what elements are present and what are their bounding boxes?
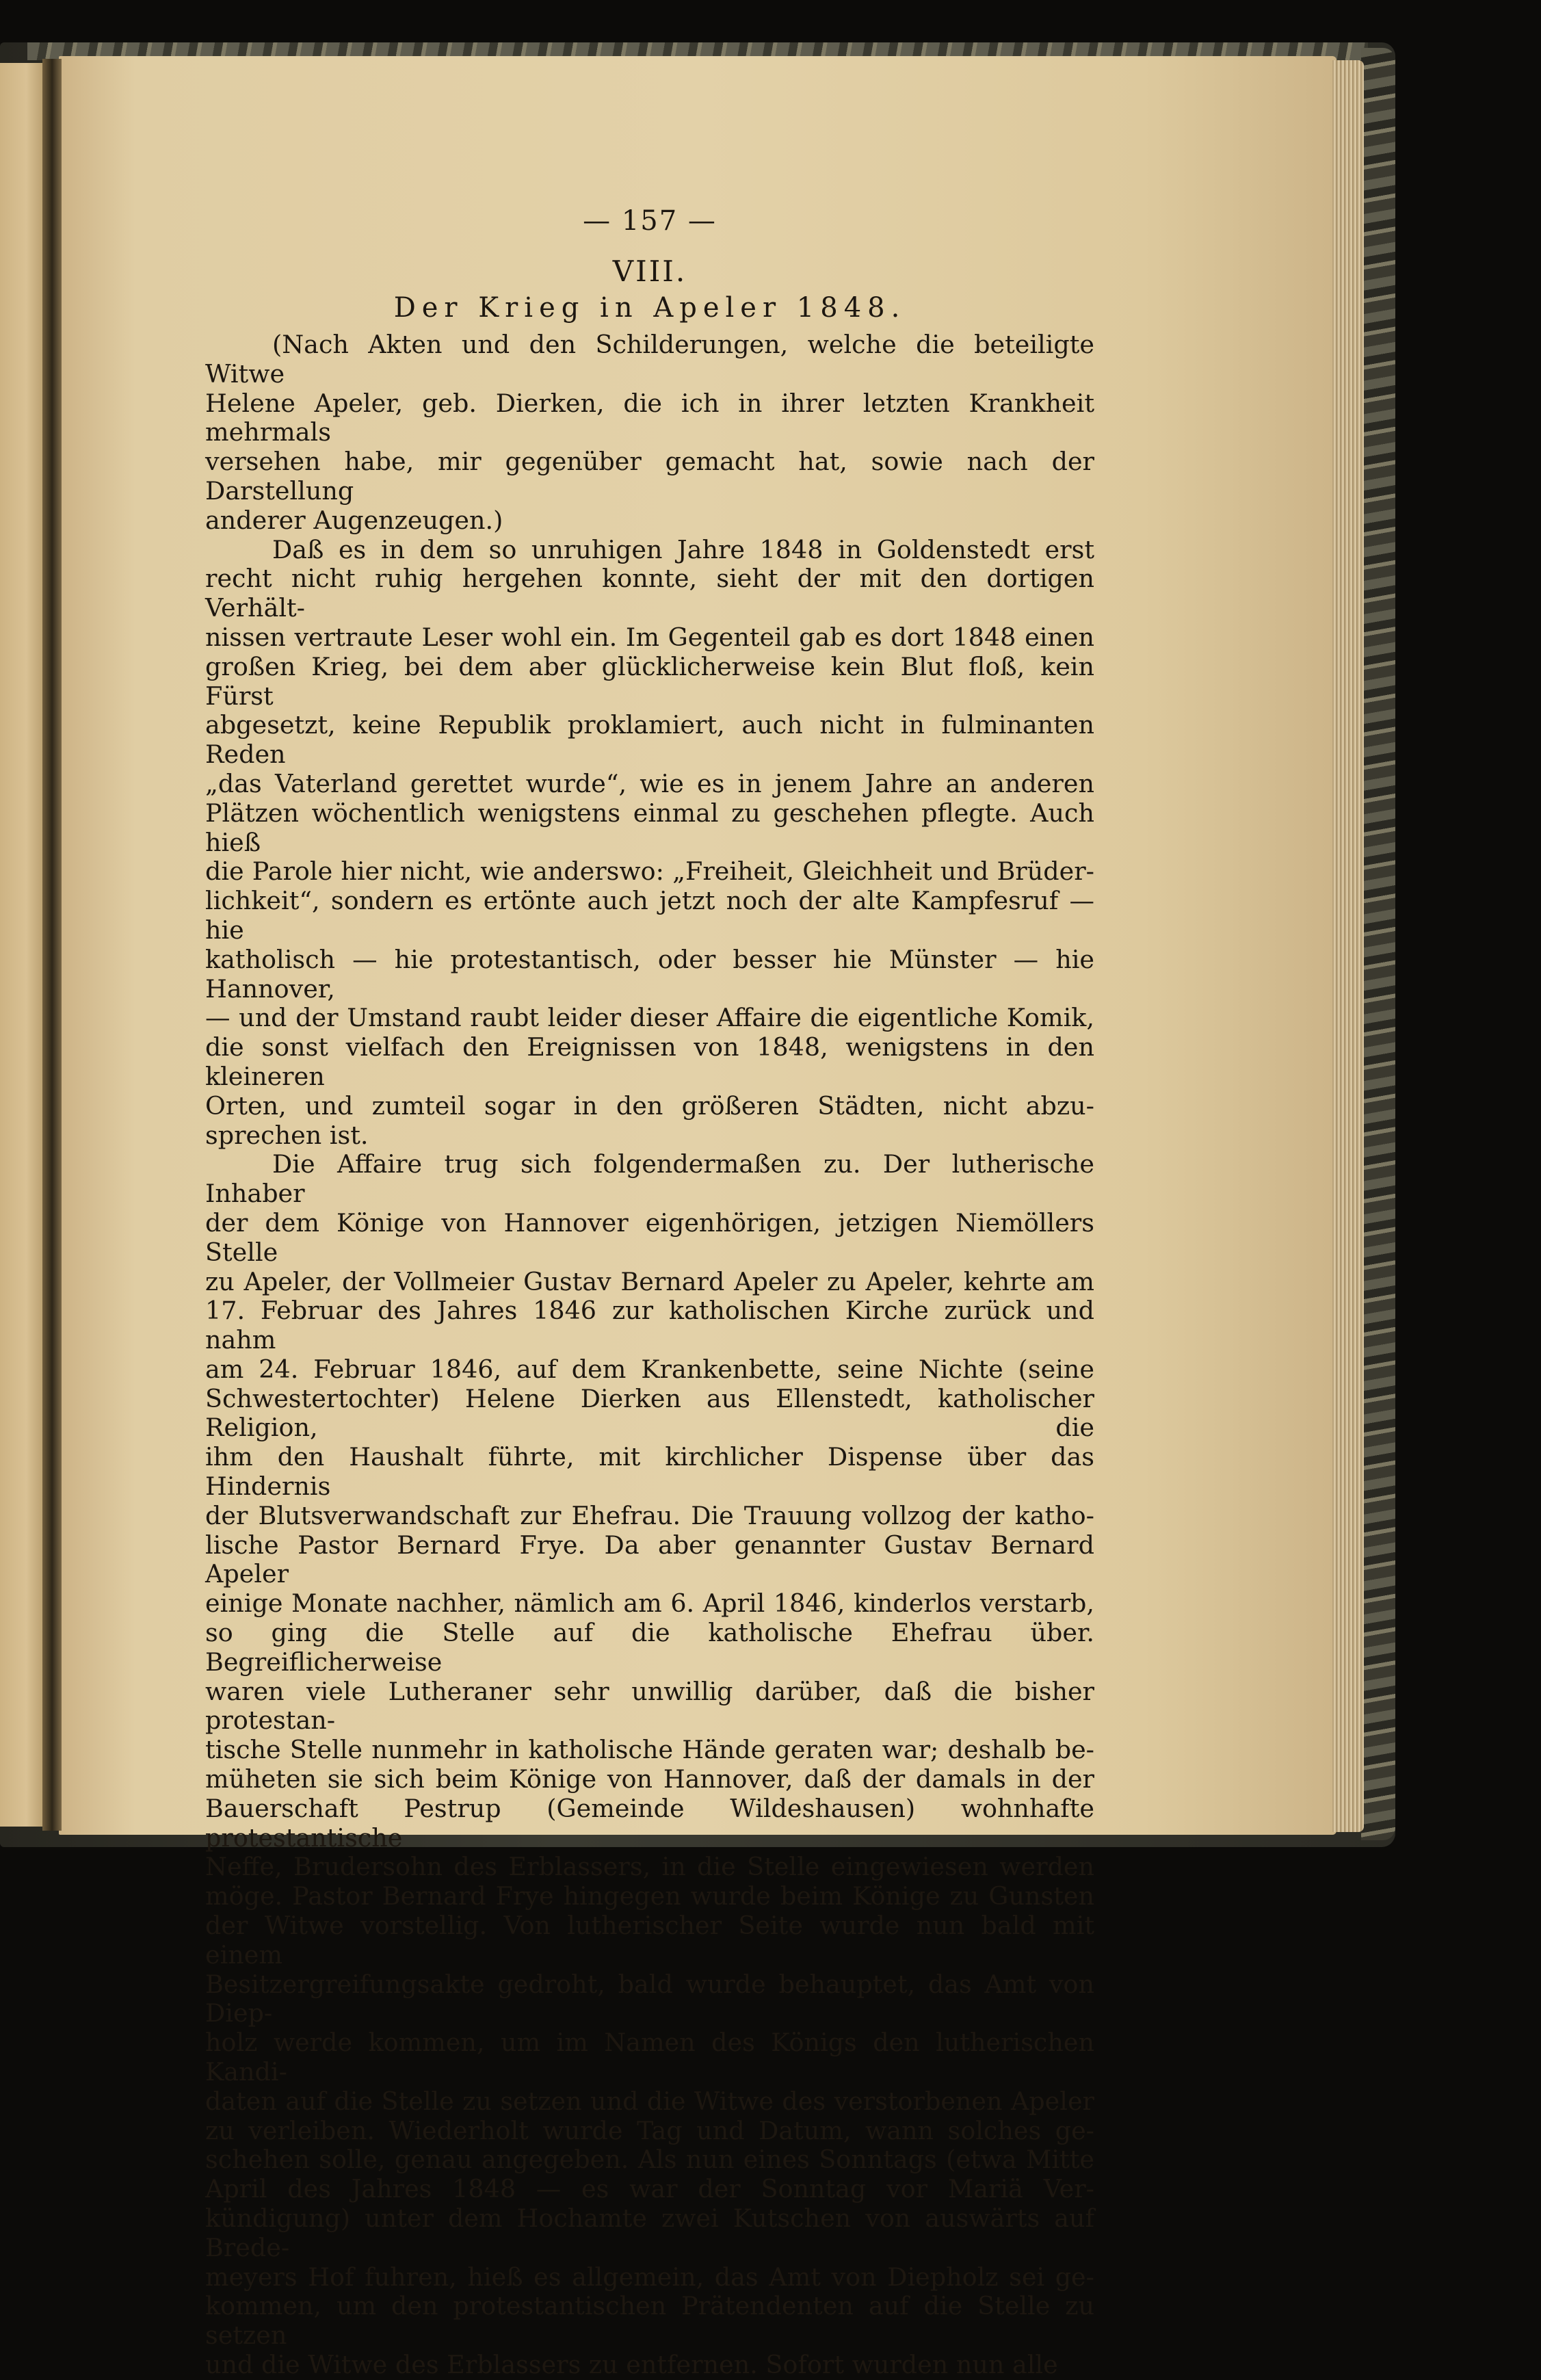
text-line: einige Monate nachher, nämlich am 6. April 1846, kinderlos verstarb, [205, 1588, 1094, 1619]
text-line: Helene Apeler, geb. Dierken, die ich in ihrer letzten Krankheit mehrmals [205, 388, 1094, 447]
text-line: (Nach Akten und den Schilderungen, welche die beteiligte Witwe [205, 330, 1094, 389]
text-line: tische Stelle nunmehr in katholische Hände geraten war; deshalb be- [205, 1735, 1094, 1765]
text-line: holz werde kommen, um im Namen des Königs den lutherischen Kandi- [205, 2028, 1094, 2087]
text-line: Daß es in dem so unruhigen Jahre 1848 in Goldenstedt erst [272, 534, 1094, 564]
paragraph [205, 536, 1094, 1151]
text-line: am 24. Februar 1846, auf dem Krankenbette, seine Nichte (seine [205, 1354, 1094, 1384]
text-line: die sonst vielfach den Ereignissen von 1848, wenigstens in den kleineren [205, 1032, 1094, 1091]
text-line: waren viele Lutheraner sehr unwillig darüber, daß die bisher protestan- [205, 1676, 1094, 1736]
text-line: so ging die Stelle auf die katholische Ehefrau über. Begreiflicherweise [205, 1618, 1094, 1677]
chapter-title: Der Krieg in Apeler 1848. [393, 292, 906, 324]
text-line: daten auf die Stelle zu setzen und die Witwe des verstorbenen Apeler [205, 2086, 1094, 2116]
text-line: die Parole hier nicht, wie anderswo: „Freiheit, Gleichheit und Brüder- [205, 856, 1094, 887]
text-line: Neffe, Brudersohn des Erblassers, in die Stelle eingewiesen werden [205, 1852, 1094, 1882]
text-line: meyers Hof fuhren, hieß es allgemein, das Amt von Diepholz sei ge- [205, 2262, 1094, 2292]
cover-marbling-edge [1361, 48, 1395, 1840]
text-line: ihm den Haushalt führte, mit kirchlicher Dispense über das Hindernis [205, 1442, 1094, 1502]
paragraph [205, 1150, 1094, 2379]
book-gutter [42, 59, 62, 1831]
text-line: Orten, und zumteil sogar in den größeren Städten, nicht abzu- [205, 1090, 1094, 1121]
text-line: nissen vertraute Leser wohl ein. Im Gegenteil gab es dort 1848 einen [205, 622, 1094, 652]
text-line: Plätzen wöchentlich wenigstens einmal zu geschehen pflegte. Auch hieß [205, 798, 1094, 857]
text-line: „das Vaterland gerettet wurde“, wie es in jenem Jahre an anderen [205, 768, 1094, 798]
text-line: zu verleiben. Wiederholt wurde Tag und Datum, wann solches ge- [205, 2115, 1094, 2145]
paragraph [205, 330, 1094, 536]
text-line: der Blutsverwandschaft zur Ehefrau. Die Trauung vollzog der katho- [205, 1500, 1094, 1530]
page-stack-edges [1332, 60, 1364, 1832]
text-line: zu Apeler, der Vollmeier Gustav Bernard Apeler zu Apeler, kehrte am [205, 1266, 1094, 1296]
text-line: lichkeit“, sondern es ertönte auch jetzt noch der alte Kampfesruf — hie [205, 886, 1094, 945]
page-number: — 157 — [583, 205, 717, 237]
text-line: großen Krieg, bei dem aber glücklicherweise kein Blut floß, kein Fürst [205, 651, 1094, 711]
text-line: müheten sie sich beim Könige von Hannover, daß der damals in der [205, 1764, 1094, 1794]
text-line: schehen solle, genau angegeben. Als nun eines Sonntags (etwa Mitte [205, 2145, 1094, 2175]
text-line: versehen habe, mir gegenüber gemacht hat, sowie nach der Darstellung [205, 447, 1094, 506]
text-line: anderer Augenzeugen.) [205, 505, 503, 535]
text-line: abgesetzt, keine Republik proklamiert, auch nicht in fulminanten Reden [205, 710, 1094, 770]
text-line: lische Pastor Bernard Frye. Da aber genannter Gustav Bernard Apeler [205, 1530, 1094, 1589]
body-text [205, 330, 1094, 2380]
text-block [205, 205, 1094, 2380]
text-line: Bauerschaft Pestrup (Gemeinde Wildeshausen) wohnhafte protestantische [205, 1793, 1094, 1853]
text-line: Besitzergreifungsakte gedroht, bald wurde behauptet, das Amt von Diep- [205, 1969, 1094, 2028]
text-line: und die Witwe des Erblassers zu entfernen. Sofort wurden nun alle [205, 2349, 1058, 2379]
text-line: kommen, um den protestantischen Prätendenten auf die Stelle zu setzen [205, 2291, 1094, 2351]
text-line: — und der Umstand raubt leider dieser Affaire die eigentliche Komik, [205, 1003, 1094, 1033]
text-line: katholisch — hie protestantisch, oder besser hie Münster — hie Hannover, [205, 944, 1094, 1004]
left-page-edge [0, 63, 48, 1827]
text-line: April des Jahres 1848 — es war der Sonntag vor Mariä Ver- [205, 2174, 1094, 2204]
text-line: sprechen ist. [205, 1120, 369, 1150]
chapter-number: VIII. [612, 254, 687, 288]
text-line: kündigung) unter dem Hochamte zwei Kutschen von auswärts auf Brede- [205, 2204, 1094, 2262]
text-line: Schwestertochter) Helene Dierken aus Ellenstedt, katholischer Religion, die [205, 1383, 1094, 1443]
text-line: recht nicht ruhig hergehen konnte, sieht der mit den dortigen Verhält- [205, 564, 1094, 623]
text-line: der Witwe vorstellig. Von lutherischer Seite wurde nun bald mit einem [205, 1911, 1094, 1970]
text-line: Die Affaire trug sich folgendermaßen zu. Der lutherische Inhaber [205, 1149, 1094, 1209]
text-line: möge. Pastor Bernard Frye hingegen wurde beim Könige zu Gunsten [205, 1881, 1094, 1911]
text-line: 17. Februar des Jahres 1846 zur katholischen Kirche zurück und nahm [205, 1296, 1094, 1355]
text-line: der dem Könige von Hannover eigenhörigen, jetzigen Niemöllers Stelle [205, 1207, 1094, 1267]
